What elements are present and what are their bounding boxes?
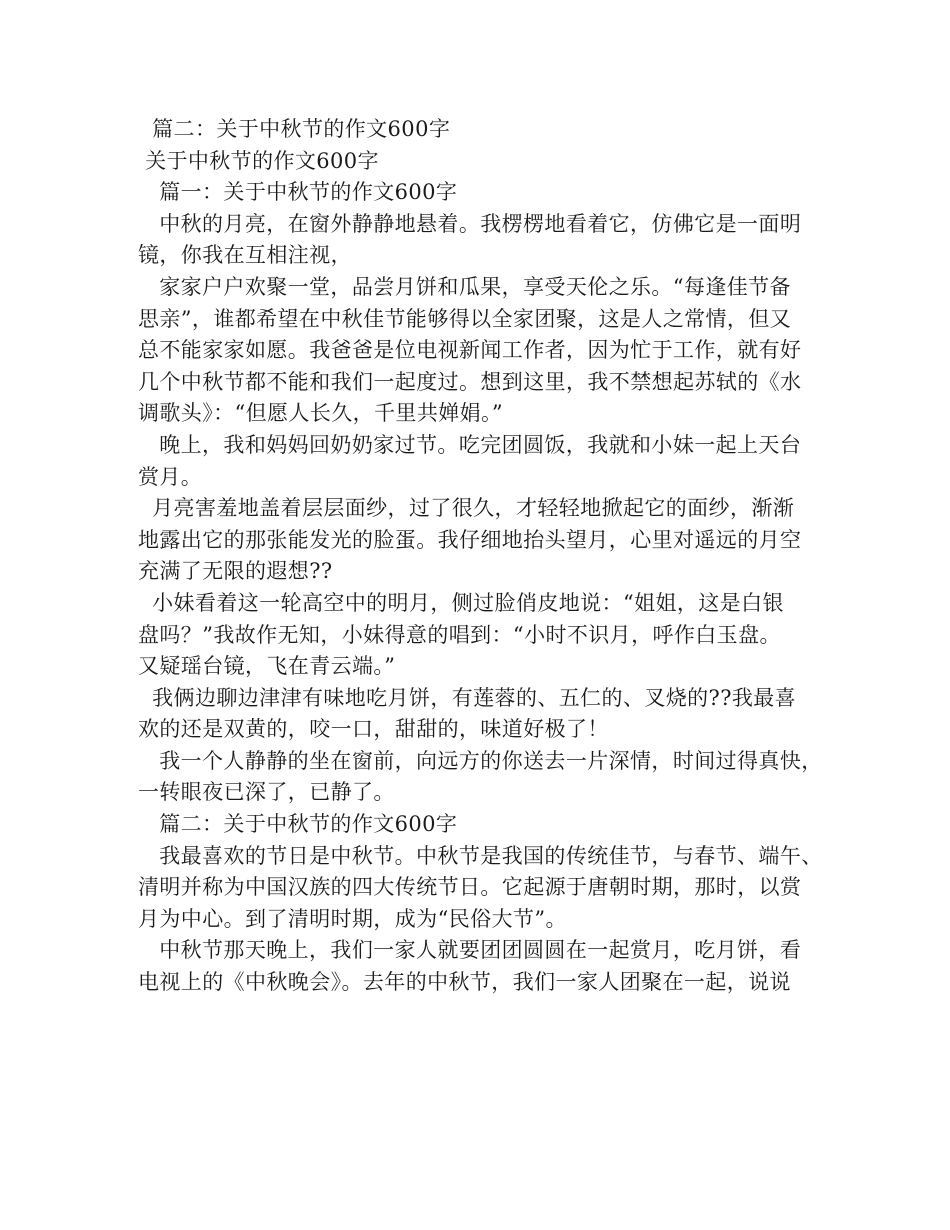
text-line: 地露出它的那张能发光的脸蛋。我仔细地抬头望月，心里对遥远的月空: [138, 527, 802, 552]
text-line: 清明并称为中国汉族的四大传统节日。它起源于唐朝时期，那时，以赏: [138, 875, 802, 900]
text-line: 镜，你我在互相注视，: [138, 243, 352, 268]
document-body: [138, 114, 828, 999]
text-line: 小妹看着这一轮高空中的明月，侧过脸俏皮地说：“姐姐，这是白银: [138, 590, 784, 615]
text-line: 我俩边聊边津津有味地吃月饼，有莲蓉的、五仁的、叉烧的??我最喜: [138, 685, 797, 710]
text-line: 家家户户欢聚一堂，品尝月饼和瓜果，享受天伦之乐。“每逢佳节备: [138, 274, 791, 299]
text-line: 又疑瑶台镜，飞在青云端。”: [138, 654, 396, 679]
text-line: 篇一：关于中秋节的作文600字: [138, 180, 458, 205]
text-line: 电视上的《中秋晚会》。去年的中秋节，我们一家人团聚在一起，说说: [138, 970, 791, 995]
text-line: 几个中秋节都不能和我们一起度过。想到这里，我不禁想起苏轼的《水: [138, 369, 802, 394]
text-line: 中秋的月亮，在窗外静静地悬着。我楞楞地看着它，仿佛它是一面明: [138, 211, 802, 236]
text-line: 充满了无限的遐想??: [138, 559, 333, 584]
text-line: 晚上，我和妈妈回奶奶家过节。吃完团圆饭，我就和小妹一起上天台: [138, 432, 802, 457]
text-line: 篇二：关于中秋节的作文600字: [138, 117, 451, 141]
text-line: 调歌头》：“但愿人长久，千里共婵娟。”: [138, 401, 504, 426]
text-line: 赏月。: [138, 464, 203, 489]
text-line: 一转眼夜已深了，已静了。: [138, 780, 395, 805]
text-line: 关于中秋节的作文600字: [138, 148, 379, 173]
text-line: 我最喜欢的节日是中秋节。中秋节是我国的传统佳节，与春节、端午、: [138, 843, 823, 868]
text-line: 我一个人静静的坐在窗前，向远方的你送去一片深情，时间过得真快，: [138, 748, 823, 773]
text-line: 欢的还是双黄的，咬一口，甜甜的，味道好极了！: [138, 717, 609, 742]
text-line: 盘吗？”我故作无知，小妹得意的唱到：“小时不识月，呼作白玉盘。: [138, 622, 781, 647]
text-line: 月为中心。到了清明时期，成为“民俗大节”。: [138, 906, 567, 931]
text-line: 中秋节那天晚上，我们一家人就要团团圆圆在一起赏月，吃月饼，看: [138, 938, 802, 963]
text-line: 总不能家家如愿。我爸爸是位电视新闻工作者，因为忙于工作，就有好: [138, 338, 802, 363]
text-line: 月亮害羞地盖着层层面纱，过了很久，才轻轻地掀起它的面纱，渐渐: [138, 496, 795, 521]
text-line: 思亲”，谁都希望在中秋佳节能够得以全家团聚，这是人之常情，但又: [138, 306, 792, 331]
text-line: 篇二：关于中秋节的作文600字: [138, 812, 458, 837]
